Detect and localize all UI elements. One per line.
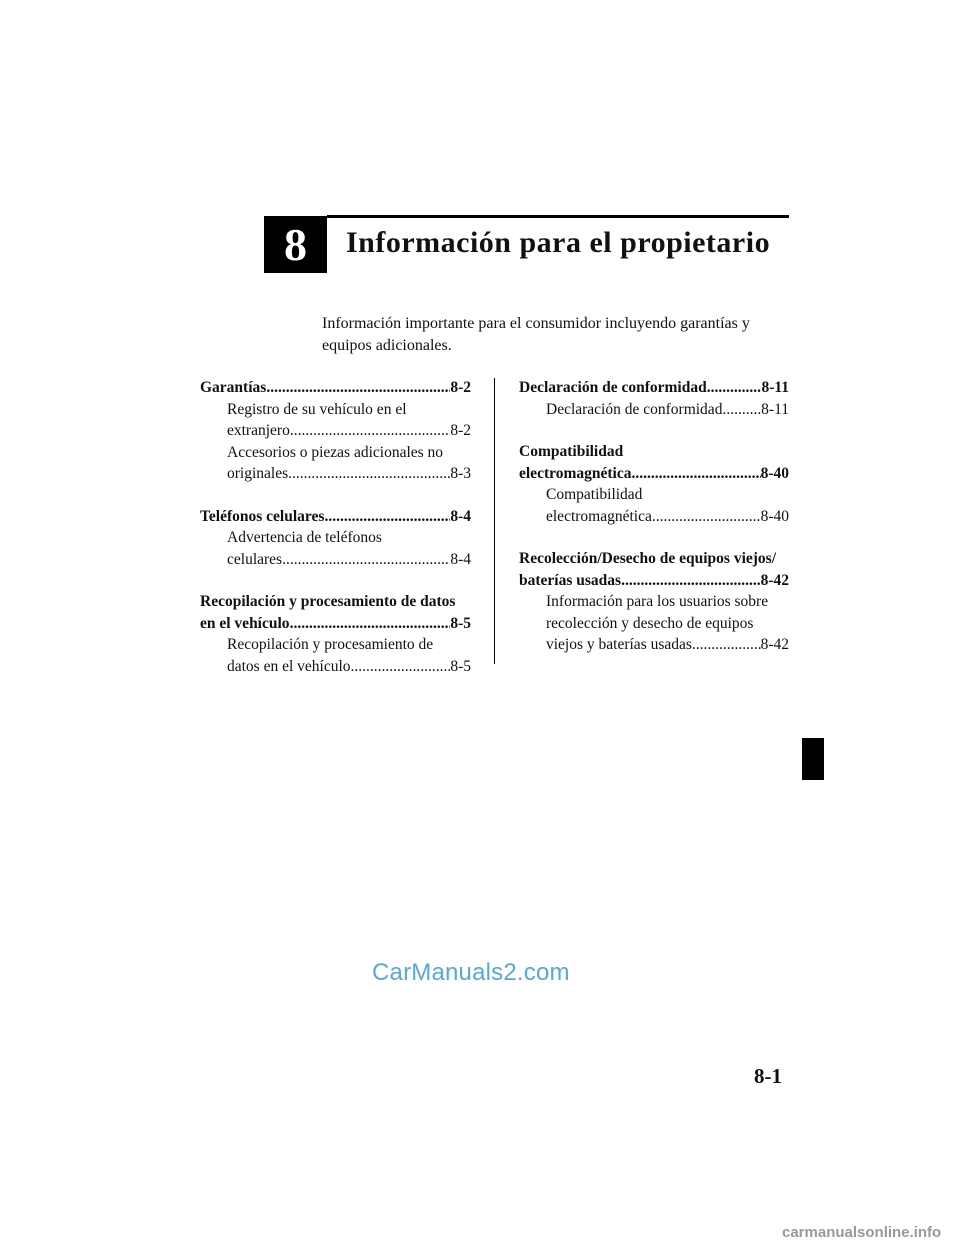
leader-dots [290, 613, 451, 635]
toc-entry-link[interactable]: Declaración de conformidad ..... 8-11 [519, 399, 789, 421]
chapter-number-box [264, 216, 327, 273]
toc-section-compatibilidad [519, 441, 789, 527]
toc-heading-link[interactable]: Teléfonos celulares ..... 8-4 [200, 506, 471, 528]
leader-dots [707, 377, 762, 399]
toc-entry-link[interactable]: Registro de su vehículo en el extranjero ..... 8-2 [200, 399, 471, 442]
toc-section-declaracion [519, 377, 789, 420]
chapter-intro: Información importante para el consumidor incluyendo garantías y equipos adicionales. [322, 315, 750, 354]
toc-section-telefonos [200, 506, 471, 571]
leader-dots [722, 399, 761, 421]
toc-heading-link[interactable]: Recopilación y procesamiento de datos en el vehículo ..... 8-5 [200, 591, 471, 634]
column-divider [494, 378, 495, 664]
toc-heading-link[interactable]: Recolección/Desecho de equipos viejos/ baterías usadas ..... 8-42 [519, 548, 789, 591]
leader-dots [290, 420, 451, 442]
leader-dots [692, 634, 761, 656]
toc-entry-link[interactable]: Recopilación y procesamiento de datos en el vehículo ..... 8-5 [200, 634, 471, 677]
chapter-side-tab [802, 738, 824, 780]
watermark-logo: CarManuals2.com [372, 959, 570, 986]
leader-dots [621, 570, 761, 592]
leader-dots [282, 549, 450, 571]
leader-dots [324, 506, 450, 528]
leader-dots [266, 377, 450, 399]
toc-section-recopilacion [200, 591, 471, 677]
chapter-number: 8 [284, 219, 307, 270]
toc-section-garantias [200, 377, 471, 485]
toc-section-recoleccion [519, 548, 789, 656]
toc-entry-link[interactable]: Compatibilidad electromagnética ..... 8-40 [519, 484, 789, 527]
toc-left-column [200, 377, 471, 698]
toc-entry-link[interactable]: Accesorios o piezas adicionales no originales ..... 8-3 [200, 442, 471, 485]
chapter-title-rule [327, 215, 789, 218]
chapter-title: Información para el propietario [346, 226, 771, 259]
leader-dots [351, 656, 451, 678]
leader-dots [631, 463, 760, 485]
toc-heading-link[interactable]: Declaración de conformidad ..... 8-11 [519, 377, 789, 399]
toc-entry-link[interactable]: Advertencia de teléfonos celulares ..... 8-4 [200, 527, 471, 570]
toc-heading-link[interactable]: Garantías ..... 8-2 [200, 377, 471, 399]
page-number: 8-1 [754, 1064, 782, 1088]
toc-entry-link[interactable]: Información para los usuarios sobre recolección y desecho de equipos viejos y baterías usadas ..... 8-42 [519, 591, 789, 656]
toc-right-column [519, 377, 789, 677]
footer-watermark: carmanualsonline.info [782, 1224, 942, 1241]
leader-dots [288, 463, 450, 485]
toc-heading-link[interactable]: Compatibilidad electromagnética ..... 8-40 [519, 441, 789, 484]
leader-dots [652, 506, 761, 528]
